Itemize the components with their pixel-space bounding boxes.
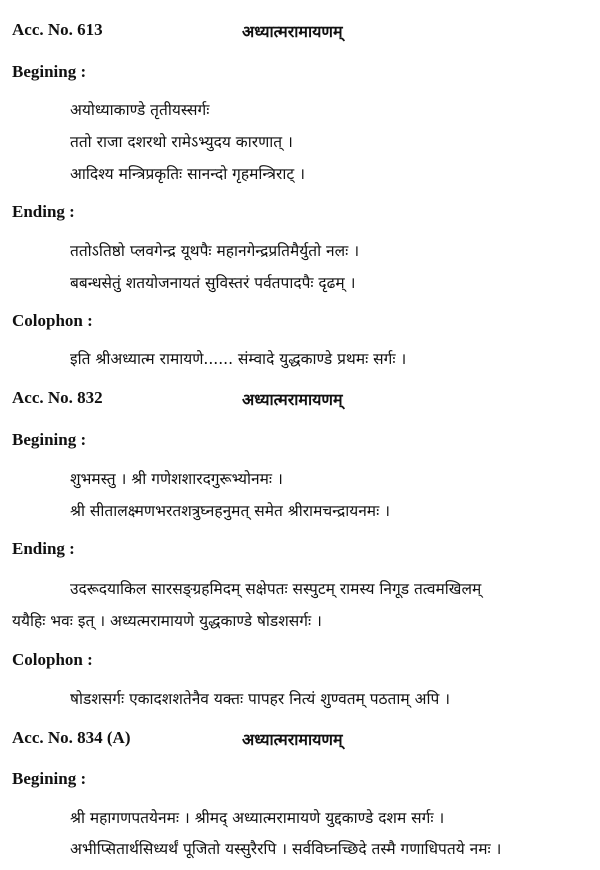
ending-label: Ending : [12,539,75,558]
beginning-label: Begining : [12,769,87,788]
manuscript-title: अध्यात्मरामायणम् [242,22,343,41]
text-line: ययैहिः भवः इत् । अध्यत्मरामायणे युद्धकाण्डे षोडशसर्गः । [12,612,322,630]
text-line: षोडशसर्गः एकादशशतेनैव यक्तः पापहर नित्यं शुण्वतम् पठताम् अपि । [70,690,451,708]
text-line: ततोऽतिष्ठो प्लवगेन्द्र यूथपैः महानगेन्द्रप्रतिमैर्युतो नलः । [70,242,360,260]
text-line: शुभमस्तु । श्री गणेशशारदगुरूभ्योनमः । [70,470,283,488]
text-line: श्री सीतालक्ष्मणभरतशत्रुघ्नहनुमत् समेत श्रीरामचन्द्रायनमः । [70,502,391,520]
text-line: इति श्रीअध्यात्म रामायणे...... संम्वादे युद्धकाण्डे प्रथमः सर्गः । [70,350,407,368]
manuscript-title: अध्यात्मरामायणम् [242,730,343,749]
text-line: बबन्धसेतुं शतयोजनायतं सुविस्तरं पर्वतपादपैः दृढम् । [70,274,356,292]
accession-number: Acc. No. 834 (A) [12,728,131,747]
colophon-label: Colophon : [12,650,93,669]
colophon-label: Colophon : [12,311,93,330]
text-line: ततो राजा दशरथो रामेऽभ्युदय कारणात् । [70,133,293,151]
beginning-label: Begining : [12,62,87,81]
entry-header [12,20,592,44]
accession-number: Acc. No. 613 [12,20,103,39]
entry-header [12,728,592,752]
ending-label: Ending : [12,202,75,221]
manuscript-title: अध्यात्मरामायणम् [242,390,343,409]
beginning-label: Begining : [12,430,87,449]
text-line: आदिश्य मन्त्रिप्रकृतिः सानन्दो गृहमन्त्रिराट् । [70,165,305,183]
text-line: श्री महागणपतयेनमः । श्रीमद् अध्यात्मरामायणे युद्दकाण्डे दशम सर्गः । [70,809,445,827]
accession-number: Acc. No. 832 [12,388,103,407]
entry-header [12,388,592,412]
text-line: उदरूदयाकिल सारसङ्ग्रहमिदम् सक्षेपतः सस्पुटम् रामस्य निगूड तत्वमखिलम् [70,580,482,598]
text-line: अयोध्याकाण्डे तृतीयस्सर्गः [70,101,210,119]
text-line: अभीप्सितार्थसिध्यर्थं पूजितो यस्सुरैरपि । सर्वविघ्नच्छिदे तस्मै गणाधिपतये नमः । [70,840,502,858]
